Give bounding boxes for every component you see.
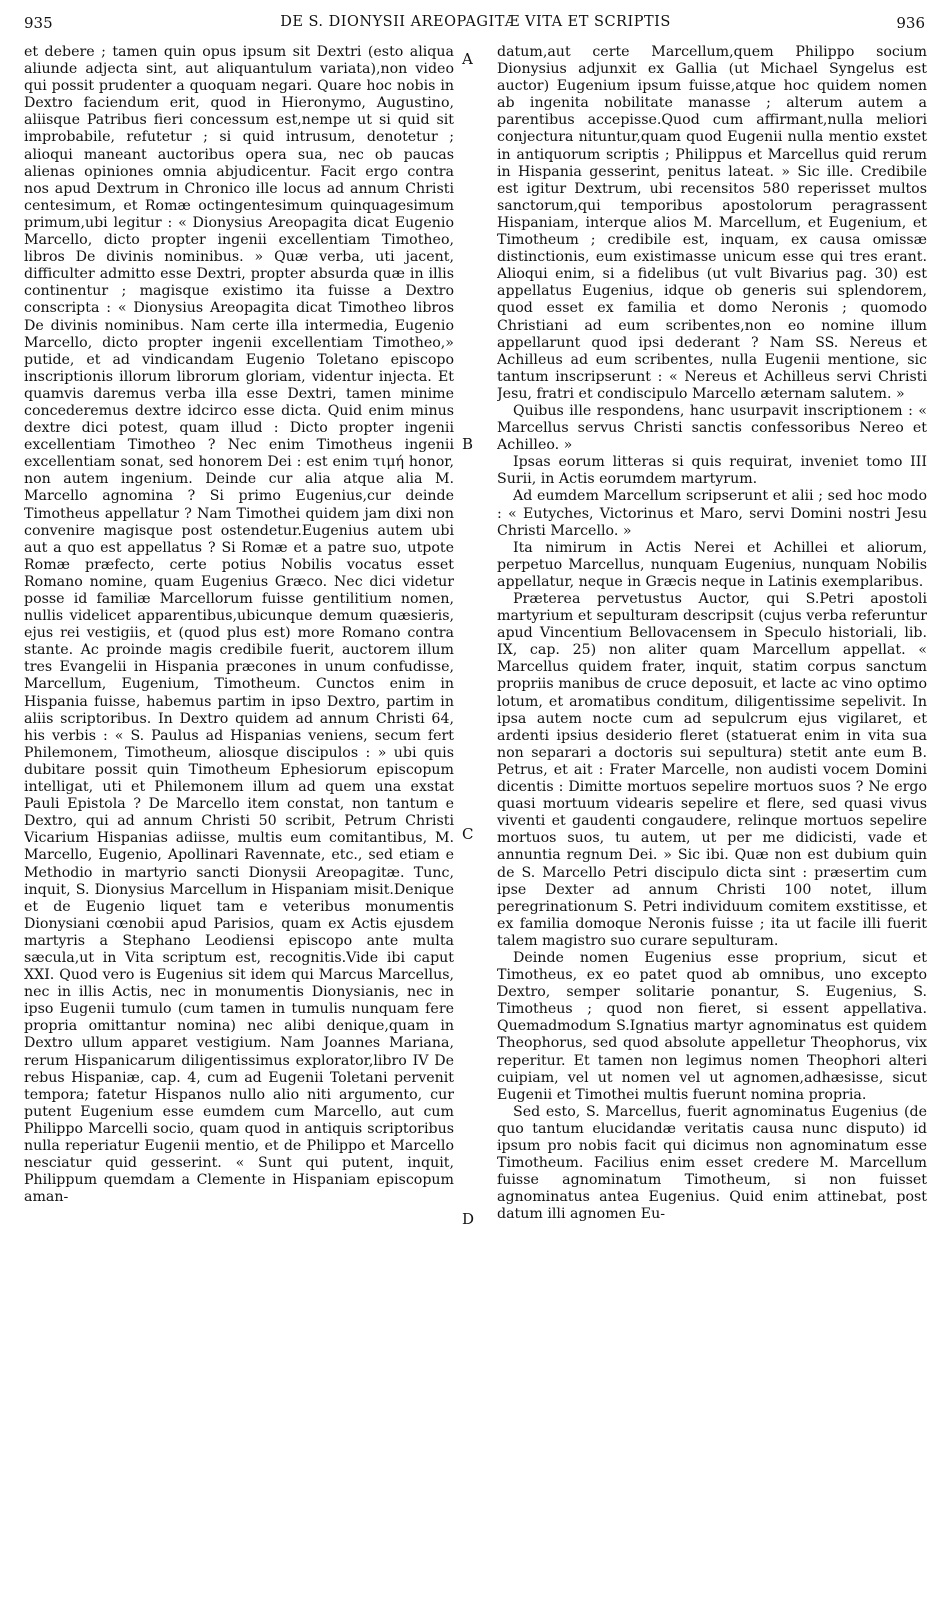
right-paragraph: Ita nimirum in Actis Nerei et Achillei et aliorum, perpetuo Marcellus, nunquam Eugenius, nunquam Nobilis appellatur, neque in Græcis neque in Latinis exemplaribus. <box>497 539 927 590</box>
left-paragraph: et debere ; tamen quin opus ipsum sit Dextri (esto aliqua aliunde adjecta sint, aut aliquantulum variata),non video qui possit prudenter a quoquam negari. Quare hoc nobis in Dextro faciendum erit, quod in Hieronymo, Augustino, aliisque Patribus fieri concessum est,nempe ut si quid sit improbabile, refutetur ; si quid intrusum, denotetur ; alioqui maneant auctoribus opera sua, nec ob paucas alienas opiniones omnia abjudicentur. Facit ergo contra nos apud Dextrum in Chronico ille locus ad annum Christi centesimum, et Romæ octingentesimum quinquagesimum primum,ubi legitur : « Dionysius Areopagita dicat Eugenio Marcello, dicto propter ingenii excellentiam Timotheo, libros De divinis nominibus. » Quæ verba, uti jacent, difficulter admitto esse Dextri, propter absurda quæ in illis continentur ; magisque existimo ita fuisse a Dextro conscripta : « Dionysius Areopagita dicat Timotheo libros De divinis nominibus. Nam certe illa intermedia, Eugenio Marcello, dicto propter ingenii excellentiam Timotheo,» putide, et ad vindicandam Eugenio Toletano episcopo inscriptionis illorum librorum gloriam, videntur injecta. Et quamvis daremus verba illa esse Dextri, tamen minime concederemus dextre idcirco esse dicta. Quid enim minus dextre dici potest, quam illud : Dicto propter ingenii excellentiam Timotheo ? Nec enim Timotheus ingenii excellentiam sonat, sed honorem Dei : est enim τιμή honor, non autem ingenium. Deinde cur alia atque alia M. Marcello agnomina ? Si primo Eugenius,cur deinde Timotheus appellatur ? Nam Timothei quidem jam dixi non convenire magisque post ostendetur.Eugenius autem ubi aut a quo est appellatus ? Si Romæ et a patre suo, utpote Romæ præfecto, certe potius Nobilis vocatus esset Romano nomine, quam Eugenius Græco. Nec dici videtur posse id familiæ Marcellorum fuisse gentilitium nomen, nullis videlicet apparentibus,ubicunque demum quæsieris, ejus rei vestigiis, et (quod plus est) more Romano contra stante. Ac proinde magis credibile fuerit, auctorem illum tres Evangelii in Hispania præcones in unum confudisse, Marcellum, Eugenium, Timotheum. Cunctos enim in Hispania fuisse, habemus partim in ipso Dextro, partim in aliis scriptoribus. In Dextro quidem ad annum Christi 64, his verbis : « S. Paulus ad Hispanias veniens, secum fert Philemonem, Timotheum, aliosque discipulos : » ubi quis dubitare possit quin Timotheum Ephesiorum episcopum intelligat, uti et Philemonem illum ad quem una exstat Pauli Epistola ? De Marcello item constat, non tantum e Dextro, qui ad annum Christi 50 scribit, Petrum Christi Vicarium Hispanias adiisse, multis eum comitantibus, M. Marcello, Eugenio, Apollinari Ravennate, etc., sed etiam e Methodio in martyrio sancti Dionysii Areopagitæ. Tunc, inquit, S. Dionysius Marcellum in Hispaniam misit.Denique et de Eugenio liquet tam e veteribus monumentis Dionysiani cœnobii apud Parisios, quam ex Actis ejusdem martyris a Stephano Leodiensi episcopo ante multa sæcula,ut in Vita scriptum est, recognitis.Vide ibi caput XXI. Quod vero is Eugenius sit idem qui Marcus Marcellus, nec in illis Actis, nec in monumentis Dionysianis, nec in ipso Eugenii tumulo (cum tamen in tumulis nunquam fere propria omittantur nomina) nec alibi denique,quam in Dextro ullum apparet vestigium. Nam Joannes Mariana, rerum Hispanicarum diligentissimus explorator,libro IV De rebus Hispaniæ, cap. 4, cum ad Eugenii Toletani pervenit tempora; fatetur Hispanos nullo alio niti argumento, cur putent Eugenium esse eumdem cum Marcello, aut cum Philippo Marcelli socio, quam quod in antiquis scriptoribus nulla reperiatur Eugenii mentio, et de Philippo et Marcello nesciatur quid gesserint. « Sunt qui putent, inquit, Philippum quemdam a Clemente in Hispaniam episcopum aman- <box>24 44 454 1206</box>
right-paragraph: Præterea pervetustus Auctor, qui S.Petri apostoli martyrium et sepulturam descripsit (cujus verba referuntur apud Vincentium Bellovacensem in Speculo historiali, lib. IX, cap. 25) non aliter quam Marcellum appellat. « Marcellus quidem frater, inquit, statim corpus sanctum propriis manibus de cruce deposuit, et lacte ac vino optimo lotum, et aromatibus conditum, diligentissime sepelivit. In ipsa autem nocte cum ad sepulcrum ejus vigilaret, et ardenti ipsius desiderio fleret (statuerat enim in vita sua non separari a doctoris sui sepultura) stetit ante eum B. Petrus, et ait : Frater Marcelle, non audisti vocem Domini dicentis : Dimitte mortuos sepelire mortuos suos ? Ne ergo quasi mortuum videaris sepelire et flere, sed quasi vivus viventi et gaudenti congaudere, relinque mortuos sepelire mortuos suos, tu autem, ut per me didicisti, vade et annuntia regnum Dei. » Sic ibi. Quæ non est dubium quin de S. Marcello Petri discipulo dicta sint : præsertim cum ipse Dexter ad annum Christi 100 notet, illum peregrinationum S. Petri individuum comitem exstitisse, et ex familia domoque Neronis fuisse ; ita ut facile illi fuerit talem magistro suo curare sepulturam. <box>497 591 927 949</box>
margin-letter-d: D <box>462 1210 475 1228</box>
margin-letter-b: B <box>462 435 474 453</box>
left-page-number: 935 <box>24 14 53 32</box>
right-page-number: 936 <box>896 14 925 32</box>
right-paragraph: Ad eumdem Marcellum scripserunt et alii ; sed hoc modo : « Eutyches, Victorinus et Maro, servi Domini nostri Jesu Christi Marcello. » <box>497 488 927 539</box>
running-title: DE S. DIONYSII AREOPAGITÆ VITA ET SCRIPTIS <box>280 14 671 30</box>
right-paragraph: datum,aut certe Marcellum,quem Philippo socium Dionysius adjunxit ex Gallia (ut Michael Syngelus est auctor) Eugenium ipsum fuisse,atque hoc quidem nomen ab ingenita nobilitate manasse ; alterum autem a parentibus accepisse.Quod cum affirmant,nulla meliori conjectura nituntur,quam quod Eugenii nulla mentio exstet in antiquorum scriptis ; Philippus et Marcellus quid rerum in Hispania gesserint, penitus lateat. » Sic ille. Credibile est igitur Dextrum, ubi recensitos 580 reperisset multos sanctorum,qui temporibus apostolorum peragrassent Hispaniam, interque alios M. Marcellum, et Eugenium, et Timotheum ; credibile est, inquam, ex causa omissæ distinctionis, eum existimasse unicum esse qui tres erant. Alioqui enim, si a fidelibus (ut vult Bivarius pag. 30) est appellatus Eugenius, idque ob generis sui splendorem, quod esset ex familia et domo Neronis ; quomodo Christiani ad eum scribentes,non eo nomine illum appellarunt quod ipsi dederant ? Nam SS. Nereus et Achilleus ad eum scribentes, nulla Eugenii mentione, sic tantum inscripserunt : « Nereus et Achilleus servi Christi Jesu, fratri et condiscipulo Marcello æternam salutem. » <box>497 44 927 402</box>
left-column <box>24 44 454 1592</box>
right-paragraph: Sed esto, S. Marcellus, fuerit agnominatus Eugenius (de quo tantum elucidandæ veritatis causa nunc disputo) id ipsum pro nobis facit qui dicimus non agnominatum esse Timotheum. Facilius enim esset credere M. Marcellum fuisse agnominatum Timotheum, si non fuisset agnominatus antea Eugenius. Quid enim attinebat, post datum illi agnomen Eu- <box>497 1103 927 1223</box>
page-header <box>0 14 951 38</box>
right-paragraph: Ipsas eorum litteras si quis requirat, inveniet tomo III Surii, in Actis eorumdem martyrum. <box>497 454 927 488</box>
margin-letter-a: A <box>462 50 473 68</box>
right-paragraph: Deinde nomen Eugenius esse proprium, sicut et Timotheus, ex eo patet quod ab omnibus, uno excepto Dextro, semper solitarie ponantur, S. Eugenius, S. Timotheus ; quod non fieret, si essent appellativa. Quemadmodum S.Ignatius martyr agnominatus est quidem Theophorus, sed quod absolute appelletur Theophorus, vix reperitur. Et tamen non legimus nomen Theophori alteri cuipiam, vel ut nomen vel ut agnomen,adhæsisse, sicut Eugenii et Timothei multis fuerunt nomina propria. <box>497 949 927 1103</box>
margin-letter-c: C <box>462 825 474 843</box>
right-column <box>497 44 927 1592</box>
right-paragraph: Quibus ille respondens, hanc usurpavit inscriptionem : « Marcellus servus Christi sanctis confessoribus Nereo et Achilleo. » <box>497 402 927 454</box>
